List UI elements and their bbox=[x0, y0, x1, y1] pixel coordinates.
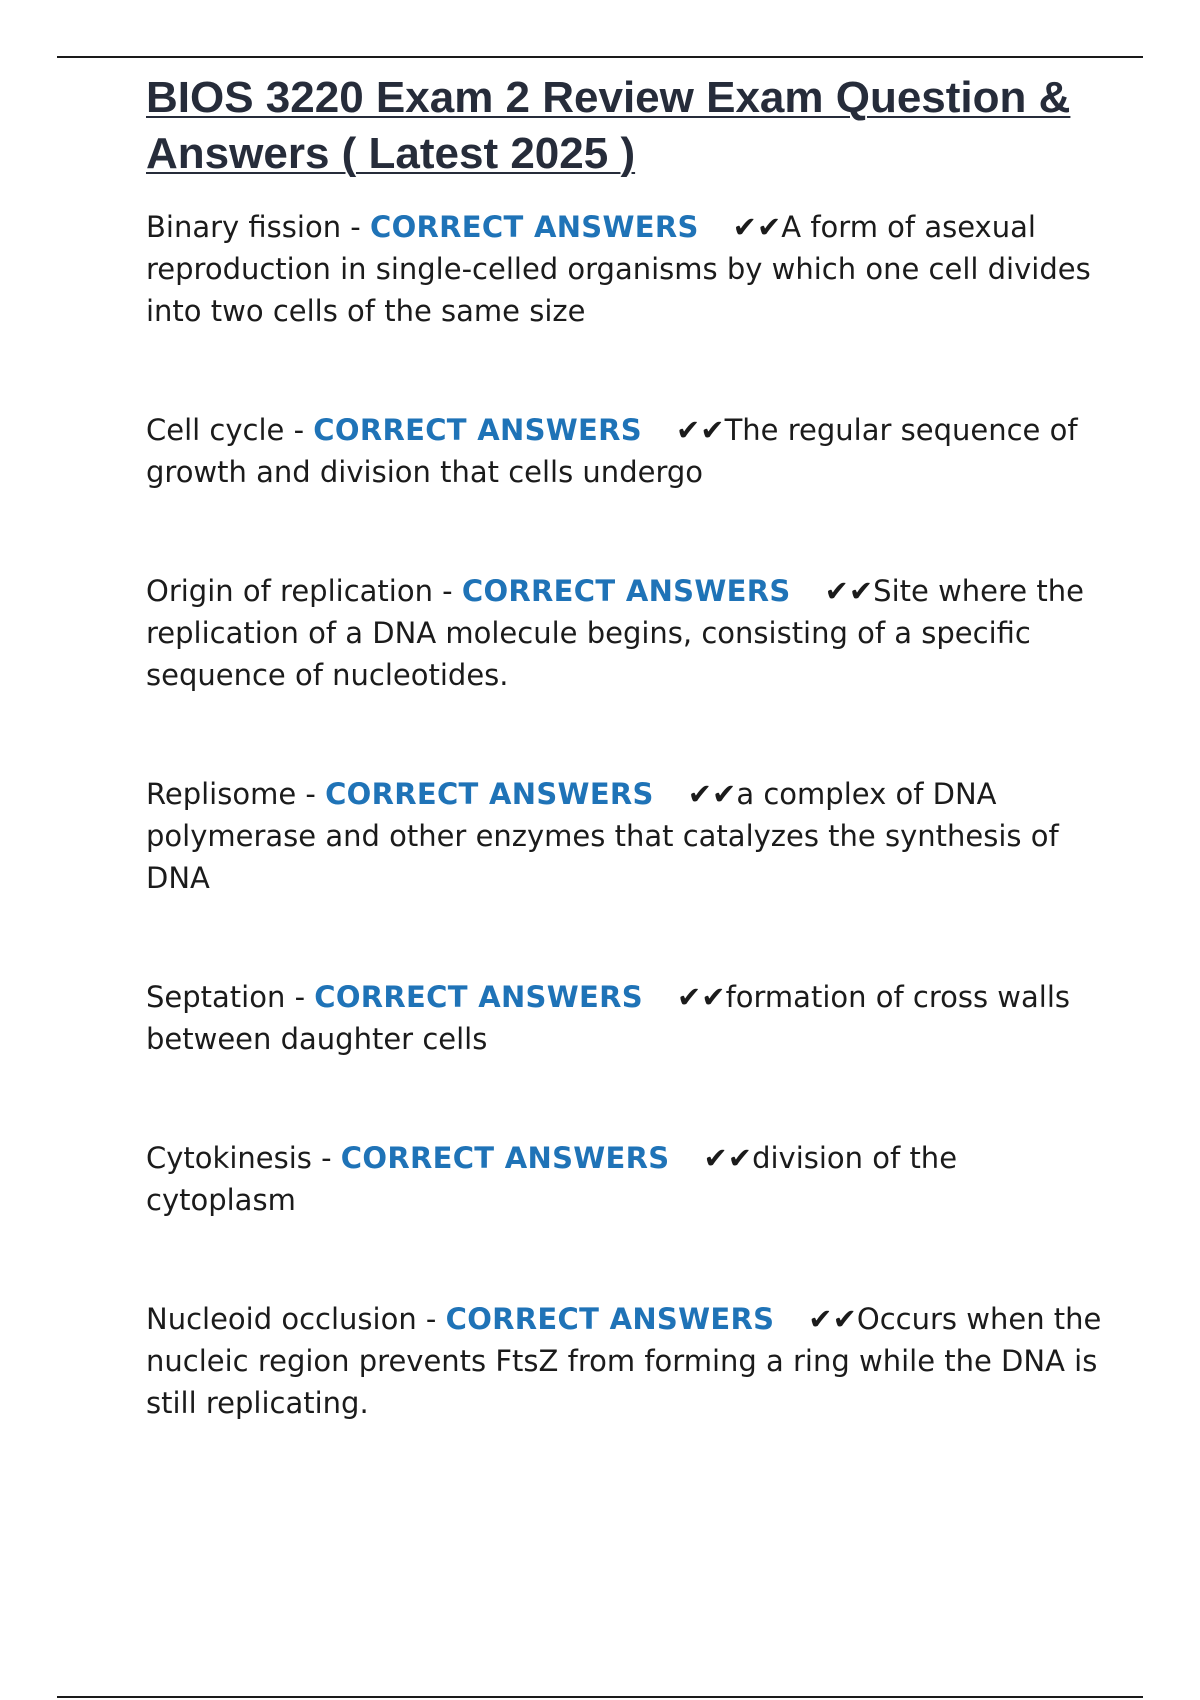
entry-separator: - bbox=[432, 574, 462, 608]
entry-term: Cell cycle bbox=[146, 413, 285, 447]
correct-answers-label: CORRECT ANSWERS bbox=[445, 1302, 775, 1336]
entry-term: Binary fission bbox=[146, 210, 342, 244]
correct-answers-label: CORRECT ANSWERS bbox=[340, 1141, 670, 1175]
entry-term: Septation bbox=[146, 980, 286, 1014]
qa-entry-nucleoid-occlusion bbox=[146, 1298, 1106, 1424]
document-body bbox=[146, 70, 1106, 1501]
entry-separator: - bbox=[311, 1141, 341, 1175]
correct-answers-label: CORRECT ANSWERS bbox=[461, 574, 791, 608]
entry-separator: - bbox=[284, 413, 314, 447]
double-check-icon: ✔✔ bbox=[824, 574, 874, 608]
double-check-icon: ✔✔ bbox=[676, 980, 726, 1014]
double-check-icon: ✔✔ bbox=[675, 413, 725, 447]
entry-term: Replisome bbox=[146, 777, 297, 811]
qa-entry-origin-of-replication bbox=[146, 570, 1106, 696]
qa-entry-binary-fission bbox=[146, 206, 1106, 332]
double-check-icon: ✔✔ bbox=[687, 777, 737, 811]
entry-separator: - bbox=[285, 980, 315, 1014]
double-check-icon: ✔✔ bbox=[808, 1302, 857, 1336]
correct-answers-label: CORRECT ANSWERS bbox=[314, 980, 643, 1014]
correct-answers-label: CORRECT ANSWERS bbox=[369, 210, 699, 244]
entry-definition: The regular sequence of growth and division that cells undergo bbox=[146, 413, 1078, 489]
qa-list bbox=[146, 206, 1106, 1424]
qa-entry-septation bbox=[146, 976, 1106, 1060]
entry-separator: - bbox=[416, 1302, 446, 1336]
entry-separator: - bbox=[296, 777, 326, 811]
qa-entry-cell-cycle bbox=[146, 409, 1106, 493]
top-rule bbox=[57, 56, 1143, 58]
entry-term: Cytokinesis bbox=[146, 1141, 312, 1175]
entry-definition: division of the cytoplasm bbox=[146, 1141, 958, 1217]
entry-term: Nucleoid occlusion bbox=[146, 1302, 417, 1336]
qa-entry-cytokinesis bbox=[146, 1137, 1106, 1221]
bottom-rule bbox=[57, 1696, 1143, 1698]
entry-separator: - bbox=[341, 210, 370, 244]
entry-definition: A form of asexual reproduction in single-celled organisms by which one cell divides into two cells of the same size bbox=[146, 210, 1091, 328]
double-check-icon: ✔✔ bbox=[732, 210, 782, 244]
entry-definition: a complex of DNA polymerase and other enzymes that catalyzes the synthesis of DNA bbox=[146, 777, 1059, 895]
entry-definition: Site where the replication of a DNA molecule begins, consisting of a specific sequence of nucleotides. bbox=[146, 574, 1084, 692]
qa-entry-replisome bbox=[146, 773, 1106, 899]
double-check-icon: ✔✔ bbox=[703, 1141, 753, 1175]
entry-term: Origin of replication bbox=[146, 574, 433, 608]
entry-definition: formation of cross walls between daughter cells bbox=[146, 980, 1071, 1056]
entry-definition: Occurs when the nucleic region prevents FtsZ from forming a ring while the DNA is still replicating. bbox=[146, 1302, 1102, 1420]
correct-answers-label: CORRECT ANSWERS bbox=[313, 413, 642, 447]
correct-answers-label: CORRECT ANSWERS bbox=[325, 777, 654, 811]
page-title: BIOS 3220 Exam 2 Review Exam Question & Answers ( Latest 2025 ) bbox=[146, 73, 1071, 178]
